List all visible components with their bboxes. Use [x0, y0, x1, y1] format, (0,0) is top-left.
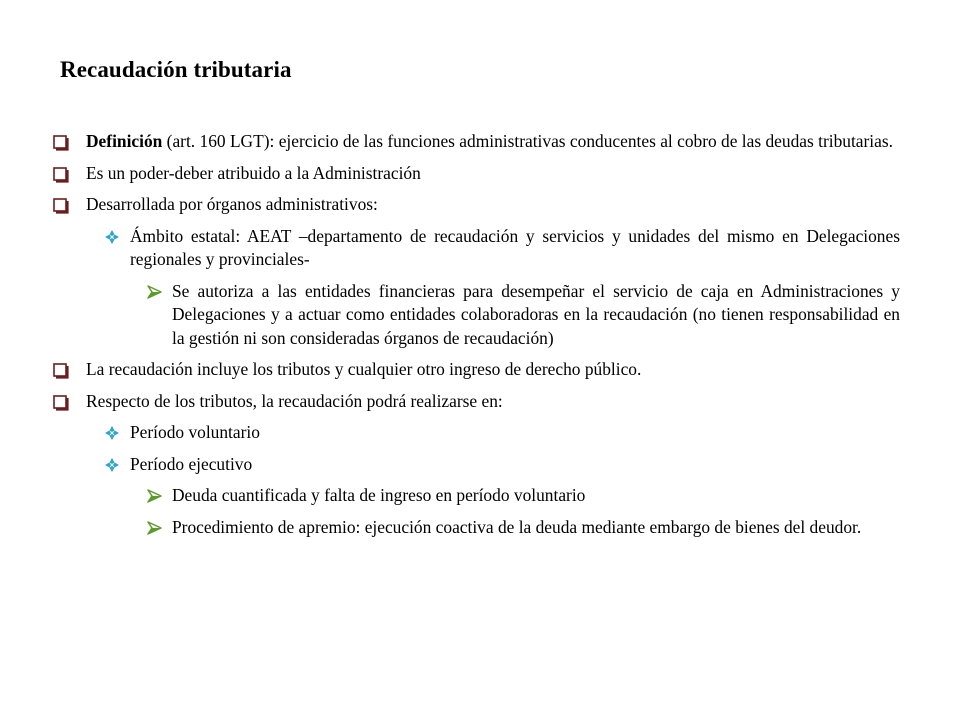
- arrow-bullet-icon: [146, 280, 164, 304]
- item-bold-label: Definición: [86, 131, 163, 151]
- checkbox-bullet-icon: [52, 162, 70, 186]
- item-text: La recaudación incluye los tributos y cualquier otro ingreso de derecho público.: [86, 359, 642, 379]
- list-item: [52, 484, 900, 508]
- item-text: Se autoriza a las entidades financieras para desempeñar el servicio de caja en Administraciones y Delegaciones y a actuar como entidades colaboradoras en la recaudación (no tienen responsabilidad en la gestión ni son consideradas órganos de recaudación): [172, 280, 900, 348]
- list-item: [52, 516, 900, 540]
- list-item: [52, 358, 900, 382]
- arrow-bullet-icon: [146, 484, 164, 508]
- item-text: Deuda cuantificada y falta de ingreso en período voluntario: [172, 485, 586, 505]
- list-item: [52, 421, 900, 445]
- list-item: [52, 280, 900, 351]
- list-item: [52, 390, 900, 414]
- diamond-bullet-icon: [104, 453, 122, 477]
- checkbox-bullet-icon: [52, 390, 70, 414]
- checkbox-bullet-icon: [52, 193, 70, 217]
- checkbox-bullet-icon: [52, 358, 70, 382]
- list-item: [52, 162, 900, 186]
- item-text: Respecto de los tributos, la recaudación podrá realizarse en:: [86, 390, 503, 411]
- checkbox-bullet-icon: [52, 130, 70, 154]
- item-text: Procedimiento de apremio: ejecución coactiva de la deuda mediante embargo de bienes del deudor.: [172, 516, 862, 537]
- slide-title: Recaudación tributaria: [60, 57, 292, 82]
- item-text: (art. 160 LGT): ejercicio de las funciones administrativas conducentes al cobro de las deudas tributarias.: [162, 131, 893, 151]
- list-item: [52, 130, 900, 154]
- list-item: [52, 193, 900, 217]
- item-text: Es un poder-deber atribuido a la Administración: [86, 162, 421, 183]
- list-item: [52, 453, 900, 477]
- bullet-list: [52, 130, 900, 547]
- list-item: [52, 225, 900, 272]
- item-text: Ámbito estatal: AEAT –departamento de recaudación y servicios y unidades del mismo en Delegaciones regionales y provinciales-: [130, 225, 900, 269]
- item-text: Desarrollada por órganos administrativos:: [86, 194, 378, 214]
- diamond-bullet-icon: [104, 225, 122, 249]
- arrow-bullet-icon: [146, 516, 164, 540]
- item-text: Período voluntario: [130, 422, 260, 442]
- diamond-bullet-icon: [104, 421, 122, 445]
- item-text: Período ejecutivo: [130, 453, 253, 474]
